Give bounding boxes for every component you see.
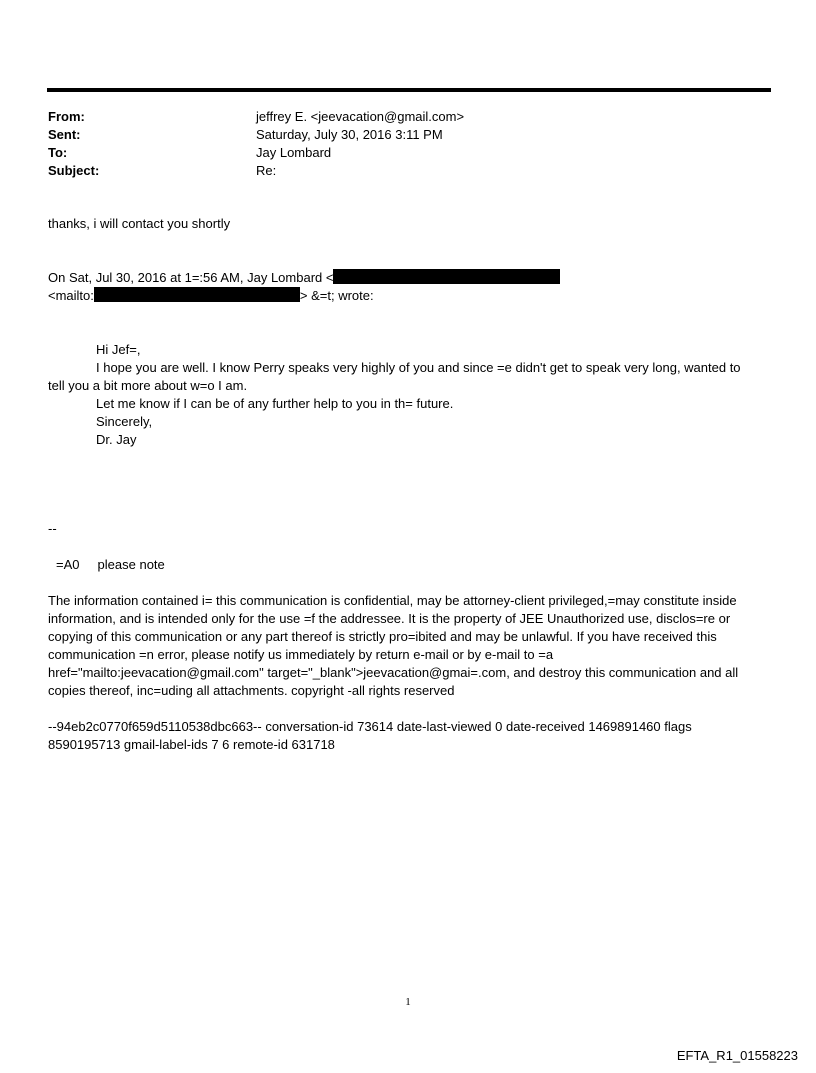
metadata-line: --94eb2c0770f659d5110538dbc663-- conversation-id 73614 date-last-viewed 0 date-received 1469891460 flags 8590195713 gmail-label-ids 7 6 remote-id 631718 xyxy=(48,719,692,752)
quoted-paragraph-line-2: tell you a bit more about w=o I am. xyxy=(48,378,248,393)
from-row xyxy=(48,108,768,126)
bates-number: EFTA_R1_01558223 xyxy=(676,1048,798,1063)
to-value: Jay Lombard xyxy=(256,145,332,160)
quoted-closing: Sincerely, xyxy=(96,414,153,429)
mailto-prefix: <mailto: xyxy=(48,288,94,303)
quoted-paragraph-line-1: I hope you are well. I know Perry speaks very highly of you and since =e didn't get to speak very long, wanted to xyxy=(96,360,741,375)
sent-row xyxy=(48,126,768,144)
quoted-greeting: Hi Jef=, xyxy=(96,342,141,357)
quote-header-prefix: On Sat, Jul 30, 2016 at 1=:56 AM, Jay Lombard < xyxy=(48,270,334,285)
from-label: From: xyxy=(48,109,85,124)
reply-text: thanks, i will contact you shortly xyxy=(48,216,231,231)
header-rule xyxy=(47,88,771,92)
quote-header-line-1 xyxy=(48,269,768,287)
quote-header-line-2 xyxy=(48,287,768,305)
confidentiality-disclaimer: The information contained i= this communication is confidential, may be attorney-client privileged,=may constitute inside information, and is intended only for the use =f the addressee. It is the property of JEE Unauthorized use, disclos=re or copying of this communication or any part thereof is strictly pro=ibited and may be unlawful. If you have received this communication =n error, please notify us immediately by return e-mail or by e-mail to =a href="mailto:jeevacation@gmail.com" target="_blank">jeevacation@gmai=.com, and destroy this communication and all copies thereof, inc=uding all attachments. copyright -all rights reserved xyxy=(48,593,739,698)
subject-value: Re: xyxy=(256,163,277,178)
quoted-help-line: Let me know if I can be of any further help to you in th= future. xyxy=(96,396,454,411)
quoted-signature: Dr. Jay xyxy=(96,432,137,447)
to-row xyxy=(48,144,768,162)
redaction-box xyxy=(94,287,300,302)
to-label: To: xyxy=(48,145,68,160)
wrote-suffix: > &=t; wrote: xyxy=(299,288,374,303)
subject-label: Subject: xyxy=(48,163,100,178)
note-line: =A0 please note xyxy=(56,557,165,572)
page-number: 1 xyxy=(405,996,411,1008)
subject-row xyxy=(48,162,768,180)
sent-value: Saturday, July 30, 2016 3:11 PM xyxy=(256,127,443,142)
signature-separator: -- xyxy=(48,521,57,536)
redaction-box xyxy=(333,269,560,284)
email-header xyxy=(48,108,768,180)
from-value: jeffrey E. <jeevacation@gmail.com> xyxy=(256,109,465,124)
sent-label: Sent: xyxy=(48,127,81,142)
